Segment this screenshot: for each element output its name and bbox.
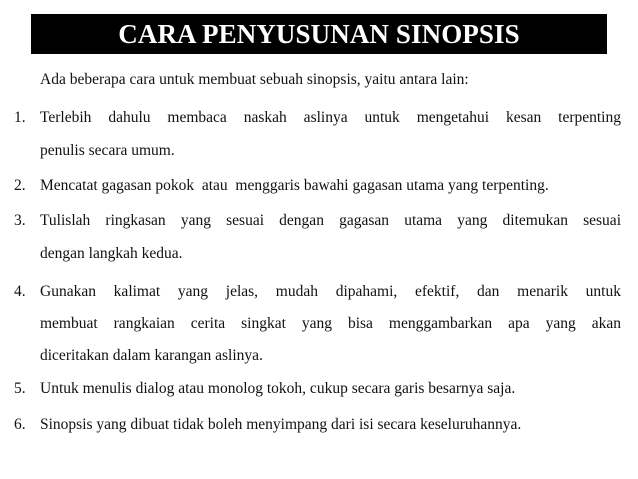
list-item-line: Gunakan kalimat yang jelas, mudah dipahami, efektif, dan menarik untuk <box>40 283 621 300</box>
list-item-number: 6. <box>14 416 26 433</box>
list-item-number: 4. <box>14 283 26 300</box>
list-item-line: membuat rangkaian cerita singkat yang bisa menggambarkan apa yang akan <box>40 315 621 332</box>
list-item-line: Sinopsis yang dibuat tidak boleh menyimpang dari isi secara keseluruhannya. <box>40 416 522 433</box>
list-item-number: 5. <box>14 380 26 397</box>
title-bar <box>31 14 607 54</box>
intro-text: Ada beberapa cara untuk membuat sebuah sinopsis, yaitu antara lain: <box>40 71 469 88</box>
list-item-line: dengan langkah kedua. <box>40 245 183 262</box>
list-item-line: diceritakan dalam karangan aslinya. <box>40 347 263 364</box>
list-item-line: Untuk menulis dialog atau monolog tokoh, cukup secara garis besarnya saja. <box>40 380 516 397</box>
list-item-line: penulis secara umum. <box>40 142 175 159</box>
page-title: CARA PENYUSUNAN SINOPSIS <box>118 18 520 49</box>
list-item-text <box>40 108 621 161</box>
list-item-text <box>40 176 621 196</box>
list-item-text <box>40 211 621 264</box>
list-item-number: 1. <box>14 109 26 126</box>
list-item-text <box>40 379 621 399</box>
list-item-line: Tulislah ringkasan yang sesuai dengan gagasan utama yang ditemukan sesuai <box>40 212 621 229</box>
list-item-line: Mencatat gagasan pokok atau menggaris bawahi gagasan utama yang terpenting. <box>40 177 549 194</box>
list-item-line: Terlebih dahulu membaca naskah aslinya untuk mengetahui kesan terpenting <box>40 109 621 126</box>
list-item-number: 2. <box>14 177 26 194</box>
list-item-number: 3. <box>14 212 26 229</box>
list-item-text <box>40 282 621 366</box>
list-item-text <box>40 415 621 435</box>
